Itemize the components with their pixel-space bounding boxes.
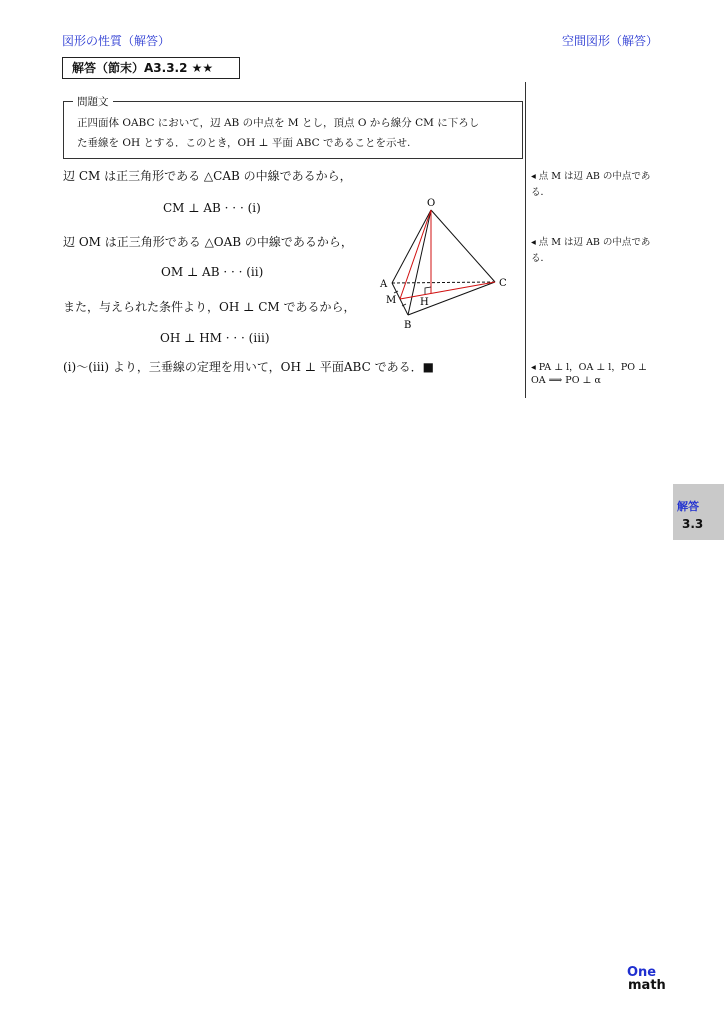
chapter-tab-number: 3.3 — [682, 517, 704, 531]
label-B: B — [404, 320, 412, 331]
solution-conclusion: (i)〜(iii) より，三垂線の定理を用いて，OH ⊥ 平面ABC である．■ — [63, 360, 434, 374]
label-C: C — [499, 278, 507, 289]
problem-text-line2: た垂線を OH とする．このとき，OH ⊥ 平面 ABC であることを示せ. — [77, 137, 411, 149]
margin-note-3-line2: OA ⟹ PO ⊥ α — [531, 375, 601, 386]
label-H: H — [420, 297, 429, 308]
solution-line-3: また，与えられた条件より，OH ⊥ CM であるから， — [63, 300, 356, 314]
label-O: O — [427, 198, 436, 209]
equation-2: OM ⊥ AB · · · (ii) — [161, 265, 264, 279]
margin-note-2-line2: る． — [531, 253, 551, 264]
problem-label: 問題文 — [73, 94, 113, 109]
problem-box — [63, 101, 523, 159]
margin-note-3-line1: ◂ PA ⊥ l，OA ⊥ l，PO ⊥ — [531, 362, 647, 373]
header-chapter-title: 図形の性質（解答） — [62, 34, 171, 48]
edge-OA — [392, 210, 431, 283]
margin-divider — [525, 82, 526, 398]
margin-note-1-line1: ◂ 点 M は辺 AB の中点であ — [531, 171, 651, 182]
label-M: M — [386, 295, 397, 306]
label-A: A — [380, 279, 388, 290]
logo-text-math: math — [628, 978, 666, 993]
solution-line-2: 辺 OM は正三角形である △OAB の中線であるから， — [63, 235, 353, 249]
chapter-tab-label: 解答 — [677, 500, 699, 513]
onemath-logo — [627, 966, 667, 996]
margin-note-1-line2: る． — [531, 187, 551, 198]
logo-text-one: One — [627, 965, 657, 980]
solution-title: 解答（節末）A3.3.2 ★★ — [62, 57, 240, 79]
problem-text-line1: 正四面体 OABC において，辺 AB の中点を M とし，頂点 O から線分 CM に下ろし — [77, 117, 480, 129]
tetrahedron-figure — [370, 190, 520, 335]
edge-AC-hidden — [392, 282, 495, 283]
segment-OM — [400, 210, 431, 299]
margin-note-2-line1: ◂ 点 M は辺 AB の中点であ — [531, 237, 651, 248]
edge-OC — [431, 210, 495, 282]
equation-3: OH ⊥ HM · · · (iii) — [160, 331, 270, 345]
header-section-title: 空間図形（解答） — [561, 34, 658, 48]
equation-1: CM ⊥ AB · · · (i) — [163, 201, 261, 215]
solution-line-1: 辺 CM は正三角形である △CAB の中線であるから， — [63, 169, 352, 183]
right-angle-mark — [425, 287, 431, 294]
